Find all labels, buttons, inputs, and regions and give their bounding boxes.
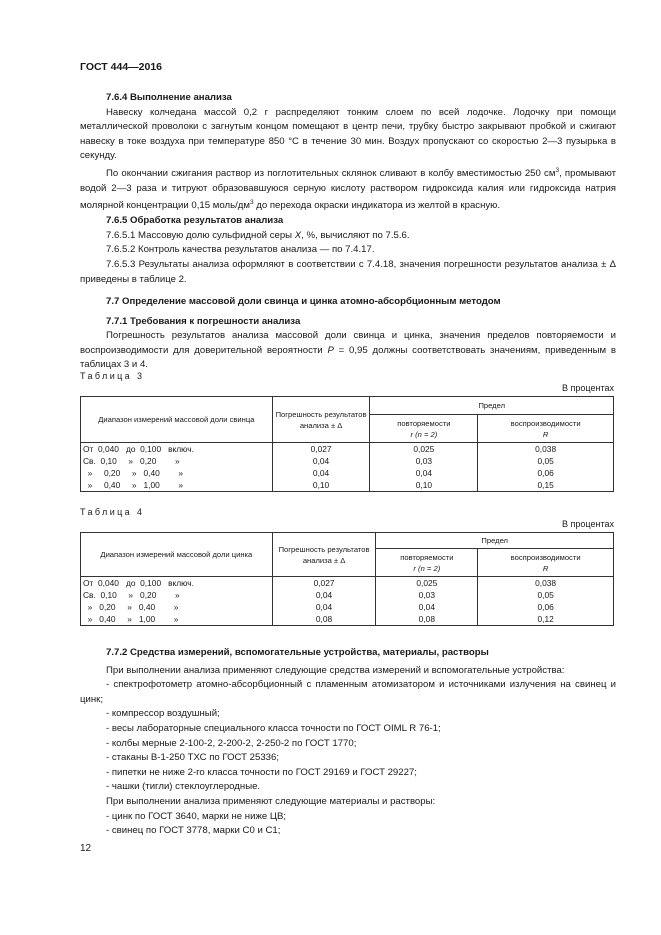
section-771-paragraph: Погрешность результатов анализа массовой доли свинца и цинка, значения пределов повторяемости и воспроизводимости для доверительной вероятности P = 0,95 должны соответствовать значениям, приведенным в таблицах 3 и 4.	[80, 330, 616, 371]
section-764-paragraph-1: Навеску колчедана массой 0,2 г распределяют тонким слоем по всей лодочке. Лодочку при помощи металлической проволоки с загнутым концом помещают в центр печи, трубку быстро закрывают пробкой и сжигают навеску в токе воздуха при температуре 850 °С в течение 30 мин. Воздух пропускают со скоростью 2—3 пузырька в секунду.	[80, 106, 616, 162]
table4-caption: Таблица 4	[80, 507, 145, 517]
list-item: - стаканы В-1-250 ТХС по ГОСТ 25336;	[106, 752, 280, 764]
text-block-top	[80, 91, 616, 373]
table3-header-reproducibility: воспроизводимости R	[478, 415, 614, 443]
section-764-title: 7.6.4 Выполнение анализа	[106, 92, 232, 103]
list-item: - чашки (тигли) стеклоуглеродные.	[106, 781, 261, 793]
section-7652: 7.6.5.2 Контроль качества результатов анализа — по 7.4.17.	[106, 244, 375, 256]
list-item: - весы лабораторные специального класса точности по ГОСТ OIML R 76-1;	[106, 722, 441, 734]
section-7651: 7.6.5.1 Массовую долю сульфидной серы X, %, вычисляют по 7.5.6.	[106, 229, 410, 241]
table-row: От 0,040 до 0,100 включ. 0,027 0,025 0,038	[81, 577, 614, 590]
section-764-paragraph-2: По окончании сжигания раствор из поглотительных склянок сливают в колбу вместимостью 250 $см^3$, промывают водой 2—3 раза и титруют образовавшуюся серную кислоту раствором гидроксида калия или гидроксида натрия молярной концентрации 0,15 моль/$дм^3$ до перехода окраски индикатора из желтой в красную.	[80, 166, 616, 212]
table3-caption: Таблица 3	[80, 371, 145, 381]
document-header: ГОСТ 444—2016	[80, 61, 163, 73]
table-row: » 0,20 » 0,40 » 0,04 0,04 0,06	[81, 467, 614, 479]
section-772-title: 7.7.2 Средства измерений, вспомогательные устройства, материалы, растворы	[106, 647, 489, 658]
table4-unit: В процентах	[562, 519, 614, 529]
table-row: » 0,40 » 1,00 » 0,08 0,08 0,12	[81, 613, 614, 626]
table3	[80, 396, 614, 492]
section-772-intro-2: При выполнении анализа применяют следующие материалы и растворы:	[106, 795, 436, 807]
table-row: » 0,40 » 1,00 » 0,10 0,10 0,15	[81, 479, 614, 492]
section-7653: 7.6.5.3 Результаты анализа оформляют в соответствии с 7.4.18, значения погрешности результатов анализа ± Δ приведены в таблице 2.	[80, 258, 616, 285]
table4-header-range: Диапазон измерений массовой доли цинка	[81, 533, 273, 577]
table4-header-reproducibility: воспроизводимости R	[478, 549, 614, 577]
list-item: - колбы мерные 2-100-2, 2-200-2, 2-250-2 по ГОСТ 1770;	[106, 737, 357, 749]
table-row: Св. 0,10 » 0,20 » 0,04 0,03 0,05	[81, 589, 614, 601]
table3-header-error: Погрешность результатов анализа ± Δ	[272, 397, 370, 443]
table4-header-limit: Предел	[376, 533, 614, 549]
table-row: От 0,040 до 0,100 включ. 0,027 0,025 0,038	[81, 443, 614, 456]
list-item: - спектрофотометр атомно-абсорбционный с пламенным атомизатором и источниками излучения на свинец и цинк;	[80, 679, 616, 705]
section-77-title: 7.7 Определение массовой доли свинца и цинка атомно-абсорбционным методом	[106, 296, 501, 308]
table-row: Св. 0,10 » 0,20 » 0,04 0,03 0,05	[81, 455, 614, 467]
table4-header-repeatability: повторяемости r (n = 2)	[376, 549, 478, 577]
text-block-bottom	[80, 646, 616, 839]
page-number: 12	[80, 843, 92, 854]
section-765-title: 7.6.5 Обработка результатов анализа	[106, 215, 284, 227]
table-row: » 0,20 » 0,40 » 0,04 0,04 0,06	[81, 601, 614, 613]
table4	[80, 532, 614, 626]
table3-unit: В процентах	[562, 383, 614, 393]
list-item: - цинк по ГОСТ 3640, марки не ниже ЦВ;	[106, 810, 287, 822]
section-771-title: 7.7.1 Требования к погрешности анализа	[106, 315, 301, 327]
table3-header-limit: Предел	[370, 397, 614, 415]
list-item: - свинец по ГОСТ 3778, марки С0 и С1;	[106, 825, 281, 837]
table4-header-error: Погрешность результатов анализа ± Δ	[272, 533, 376, 577]
list-item: - пипетки не ниже 2-го класса точности по ГОСТ 29169 и ГОСТ 29227;	[106, 766, 417, 778]
section-772-intro: При выполнении анализа применяют следующие средства измерений и вспомогательные устройства:	[106, 664, 565, 676]
table3-header-range: Диапазон измерений массовой доли свинца	[81, 397, 273, 443]
table3-header-repeatability: повторяемости r (n = 2)	[370, 415, 478, 443]
list-item: - компрессор воздушный;	[106, 708, 220, 720]
